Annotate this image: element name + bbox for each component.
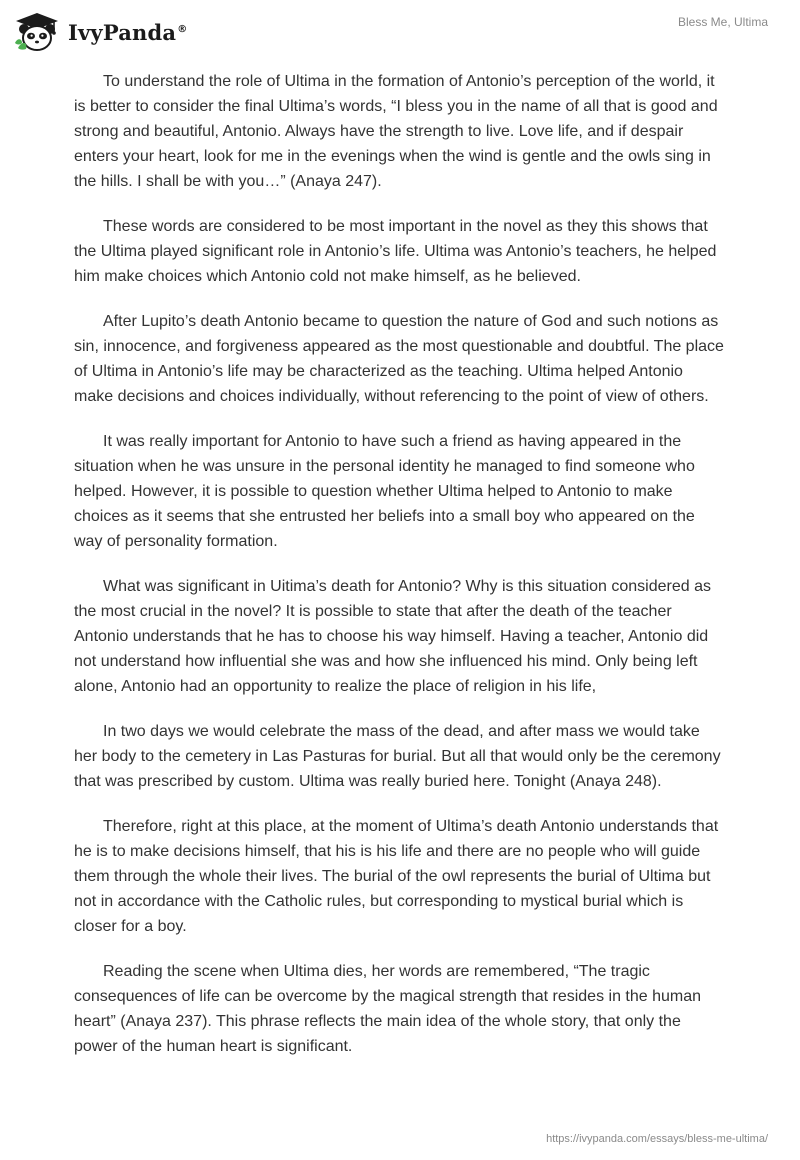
site-logo[interactable] bbox=[14, 10, 187, 54]
logo-text: IvyPanda® bbox=[68, 19, 188, 45]
paragraph: In two days we would celebrate the mass of the dead, and after mass we would take her body to the cemetery in Las Pasturas for burial. But all that would only be the ceremony that was prescribed by custom. Ultima was really buried here. Tonight (Anaya 248). bbox=[74, 723, 721, 790]
paragraph: To understand the role of Ultima in the formation of Antonio’s perception of the world, it is better to consider the final Ultima’s words, “I bless you in the name of all that is good and strong and beautiful, Antonio. Always have the strength to live. Love life, and if despair enters your heart, look for me in the evenings when the wind is gentle and the owls sing in the hills. I shall be with you…” (Anaya 247). bbox=[74, 73, 718, 190]
paragraph: What was significant in Uitima’s death for Antonio? Why is this situation considered as the most crucial in the novel? It is possible to state that after the death of the teacher Antonio understands that he has to choose his way himself. Having a teacher, Antonio did not understand how influential she was and how she influenced his mind. Only being left alone, Antonio had an opportunity to realize the place of religion in his life, bbox=[74, 578, 711, 695]
registered-mark: ® bbox=[177, 23, 188, 35]
document-title: Bless Me, Ultima bbox=[677, 15, 768, 29]
essay-body bbox=[74, 69, 726, 1079]
paragraph: Therefore, right at this place, at the moment of Ultima’s death Antonio understands that he is to make decisions himself, that his is his life and there are no people who will guide them through the whole their lives. The burial of the owl represents the burial of Ultima but not in accordance with the Catholic rules, but corresponding to mystical burial which is closer for a boy. bbox=[74, 818, 719, 935]
paragraph: After Lupito’s death Antonio became to question the nature of God and such notions as sin, innocence, and forgiveness appeared as the most questionable and doubtful. The place of Ultima in Antonio’s life may be characterized as the teaching. Ultima helped Antonio make decisions and choices individually, without referencing to the point of view of others. bbox=[74, 313, 724, 405]
page-header bbox=[0, 0, 800, 70]
paragraph: It was really important for Antonio to have such a friend as having appeared in the situation when he was unsure in the personal identity he managed to find someone who helped. However, it is possible to question whether Ultima helped to Antonio to make choices as it seems that she entrusted her beliefs into a small boy who appeared on the way of personality formation. bbox=[74, 433, 695, 550]
source-url-link[interactable]: https://ivypanda.com/essays/bless-me-ultima/ bbox=[546, 1133, 768, 1145]
paragraph: These words are considered to be most important in the novel as they this shows that the Ultima played significant role in Antonio’s life. Ultima was Antonio’s teachers, he helped him make choices which Antonio cold not make himself, as he believed. bbox=[74, 218, 717, 285]
panda-graduation-cap-logo-icon bbox=[14, 12, 60, 52]
paragraph: Reading the scene when Ultima dies, her words are remembered, “The tragic consequences of life can be overcome by the magical strength that resides in the human heart” (Anaya 237). This phrase reflects the main idea of the whole story, that only the power of the human heart is significant. bbox=[74, 963, 702, 1055]
